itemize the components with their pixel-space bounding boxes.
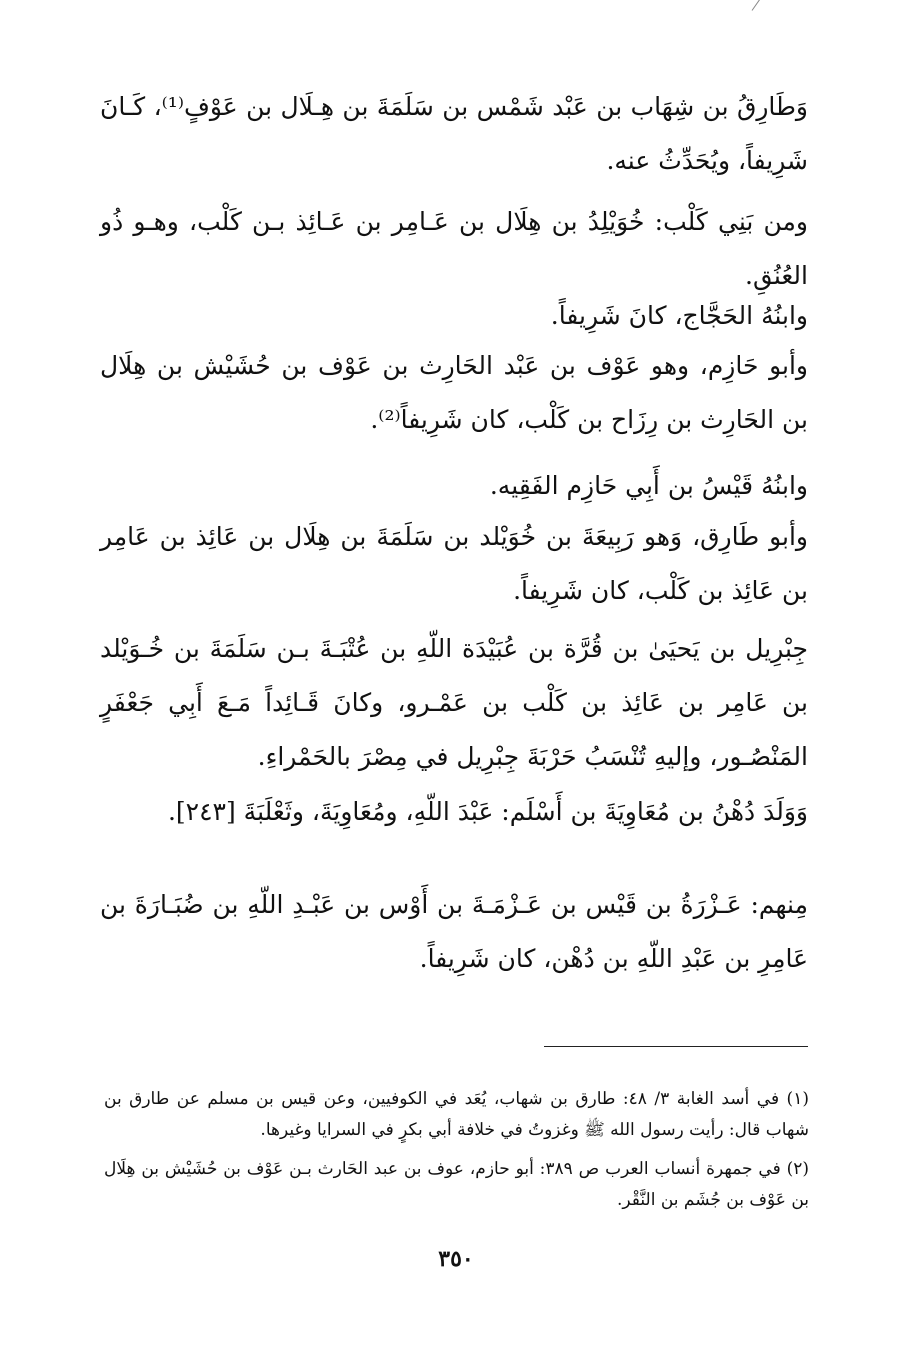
paragraph-azra-ibn-qays: مِنهم: عَـزْرَةُ بن قَيْس بن عَـزْمَـةَ بن أَوْس بن عَبْـدِ اللّهِ بن ضُبَـارَةَ بن عَامِرِ بن عَبْدِ اللّهِ بن دُهْن، كان شَرِيفاً. [100, 890, 808, 973]
scan-mark [752, 0, 777, 11]
paragraph-tariq-ibn-shihab: وَطَارِقُ بن شِهَاب بن عَبْد شَمْس بن سَلَمَةَ بن هِـلَال بن عَوْفٍ⁽¹⁾، كَـانَ شَرِيفاً، ويُحَدِّثُ عنه. [100, 92, 809, 175]
paragraph-duhn-ibn-muawiya: وَوَلَدَ دُهْنُ بن مُعَاوِيَةَ بن أَسْلَم: عَبْدَ اللّهِ، ومُعَاوِيَةَ، وثَعْلَبَةَ [٢٤٣]. [167, 797, 808, 826]
paragraph-qays-ibn-abi-hazim: وابنُهُ قَيْسُ بن أَبِي حَازِم الفَقِيه. [489, 471, 808, 500]
paragraph-bani-kalb: ومن بَنِي كَلْب: خُوَيْلِدُ بن هِلَال بن عَـامِر بن عَـائِذ بـن كَلْب، وهـو ذُو العُنُقِ. [100, 207, 808, 290]
footnote-1: (١) في أسد الغابة ٣/ ٤٨: طارق بن شهاب، يُعَد في الكوفيين، وعن قيس بن مسلم عن طارق بن شهاب قال: رأيت رسول الله ﷺ وغزوتُ في خلافة أبي بكرٍ في السرايا وغيرها. [104, 1089, 809, 1140]
paragraph-jibril-ibn-yahya: جِبْرِيل بن يَحيَىٰ بن قُرَّة بن عُبَيْدَة اللّهِ بن عُتْبَـةَ بـن سَلَمَةَ بن خُـوَيْلد بن عَامِر بن عَائِذ بن كَلْب بن عَمْـرو، وكانَ قَـائِداً مَـعَ أَبِي جَعْفَرٍ المَنْصُـور، وإليهِ تُنْسَبُ حَرْبَةَ جِبْرِيل في مِصْرَ بالحَمْراءِ. [100, 634, 808, 771]
paragraph-abu-hazim: وأبو حَازِم، وهو عَوْف بن عَبْد الحَارِث بن عَوْف بن حُشَيْش بن هِلَال بن الحَارِث بن رِزَاح بن كَلْب، كان شَرِيفاً⁽²⁾. [100, 351, 808, 434]
footnote-separator [544, 1046, 808, 1047]
page-number: ٣٥٠ [438, 1246, 474, 1272]
paragraph-abu-tariq: وأبو طَارِق، وَهو رَبِيعَةَ بن خُوَيْلد بن سَلَمَةَ بن هِلَال بن عَائِذ بن عَامِر بن عَائِذ بن كَلْب، كان شَرِيفاً. [100, 522, 808, 605]
paragraph-al-hajjaj: وابنُهُ الحَجَّاج، كانَ شَرِيفاً. [550, 301, 808, 330]
footnote-2: (٢) في جمهرة أنساب العرب ص ٣٨٩: أبو حازم، عوف بن عبد الحَارث بـن عَوْف بن حُشَيْش بن هِلَال بن عَوْف بن جُشَم بن النَّقْر. [104, 1159, 810, 1210]
